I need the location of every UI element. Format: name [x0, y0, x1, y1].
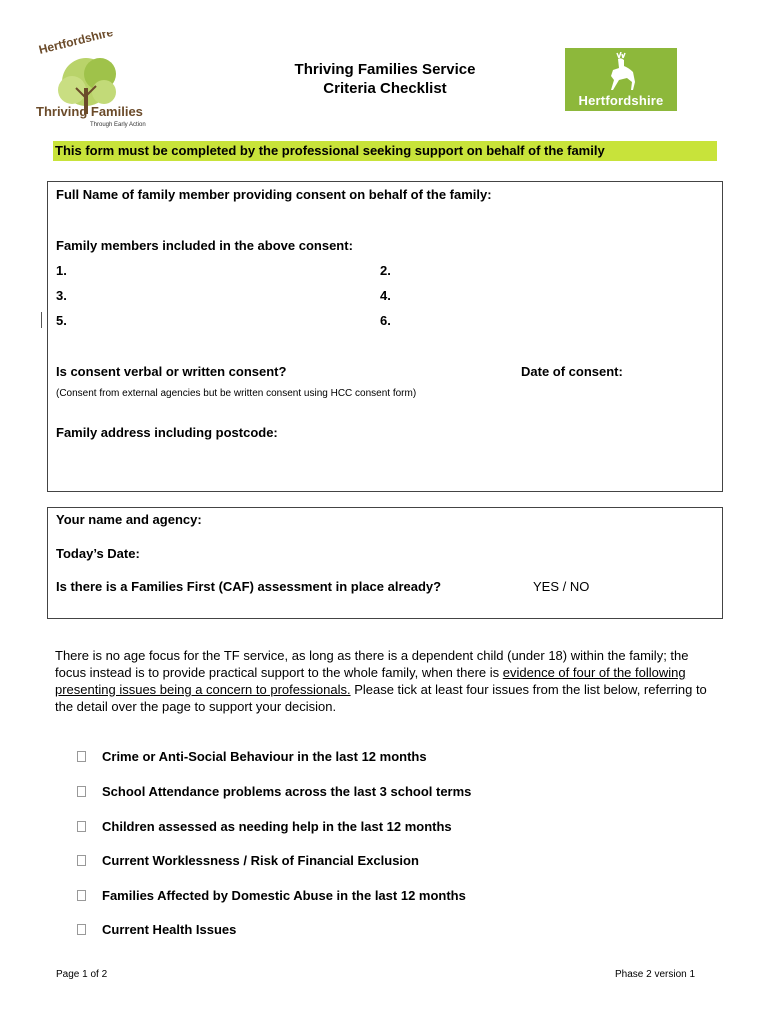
checklist-label: Current Worklessness / Risk of Financial Exclusion: [102, 853, 419, 868]
title-line-1: Thriving Families Service: [294, 61, 476, 78]
checkbox-icon[interactable]: [77, 924, 86, 935]
title-line-2: Criteria Checklist: [323, 80, 447, 97]
address-label: Family address including postcode:: [56, 425, 278, 440]
family-consent-section: [47, 181, 723, 492]
text-cursor: [41, 312, 42, 328]
todays-date-label: Today’s Date:: [56, 546, 140, 561]
intro-underlined: evidence of four of the following presenting issues being a concern to professionals.: [55, 665, 686, 697]
checkbox-icon[interactable]: [77, 890, 86, 901]
checklist-item-children-help[interactable]: [77, 819, 452, 834]
consent-note: (Consent from external agencies but be written consent using HCC consent form): [56, 388, 417, 399]
checklist-item-domestic-abuse[interactable]: [77, 888, 466, 903]
hertfordshire-logo: [565, 48, 677, 111]
member-4: 4.: [380, 288, 391, 303]
checklist-label: Current Health Issues: [102, 922, 237, 937]
page-number: Page 1 of 2: [56, 969, 108, 980]
stag-icon: [599, 52, 643, 92]
page-title: [230, 60, 540, 98]
members-label: Family members included in the above consent:: [56, 238, 353, 253]
checklist-item-health[interactable]: [77, 922, 236, 937]
checkbox-icon[interactable]: [77, 786, 86, 797]
checklist-item-crime[interactable]: [77, 749, 427, 764]
logo-left-main-text: Thriving Families: [36, 104, 143, 119]
checkbox-icon[interactable]: [77, 751, 86, 762]
member-2: 2.: [380, 263, 391, 278]
version-label: Phase 2 version 1: [615, 969, 696, 980]
checklist-label: School Attendance problems across the last 3 school terms: [102, 784, 472, 799]
name-agency-label: Your name and agency:: [56, 512, 202, 527]
instruction-banner: This form must be completed by the professional seeking support on behalf of the family: [53, 141, 717, 161]
logo-right-text: Hertfordshire: [578, 93, 664, 108]
logo-left-top-text: Hertfordshire: [37, 32, 115, 57]
checklist-item-school-attendance[interactable]: [77, 784, 471, 799]
checklist-item-worklessness[interactable]: [77, 853, 419, 868]
thriving-families-logo: [34, 32, 166, 134]
intro-paragraph: [55, 647, 715, 715]
checklist-label: Families Affected by Domestic Abuse in the last 12 months: [102, 888, 466, 903]
caf-yes-no[interactable]: YES / NO: [533, 579, 590, 594]
full-name-label: Full Name of family member providing consent on behalf of the family:: [56, 187, 492, 202]
consent-type-label: Is consent verbal or written consent?: [56, 364, 287, 379]
intro-part-1: There is no age focus for the TF service, as long as there is a dependent child (under 18) within the family; the focus instead is to provide practical support to the whole family, when there is: [55, 648, 689, 680]
checkbox-icon[interactable]: [77, 855, 86, 866]
member-1: 1.: [56, 263, 67, 278]
checkbox-icon[interactable]: [77, 821, 86, 832]
caf-question-label: Is there is a Families First (CAF) assessment in place already?: [56, 579, 442, 594]
checklist-label: Children assessed as needing help in the last 12 months: [102, 819, 452, 834]
member-3: 3.: [56, 288, 67, 303]
member-6: 6.: [380, 313, 391, 328]
logo-left-sub-text: Through Early Action: [90, 122, 146, 128]
checklist-label: Crime or Anti-Social Behaviour in the last 12 months: [102, 749, 427, 764]
date-of-consent-label: Date of consent:: [521, 364, 623, 379]
intro-part-2: Please tick at least four issues from the list below, referring to the detail over the page to support your decision.: [55, 682, 707, 714]
member-5: 5.: [56, 313, 67, 328]
